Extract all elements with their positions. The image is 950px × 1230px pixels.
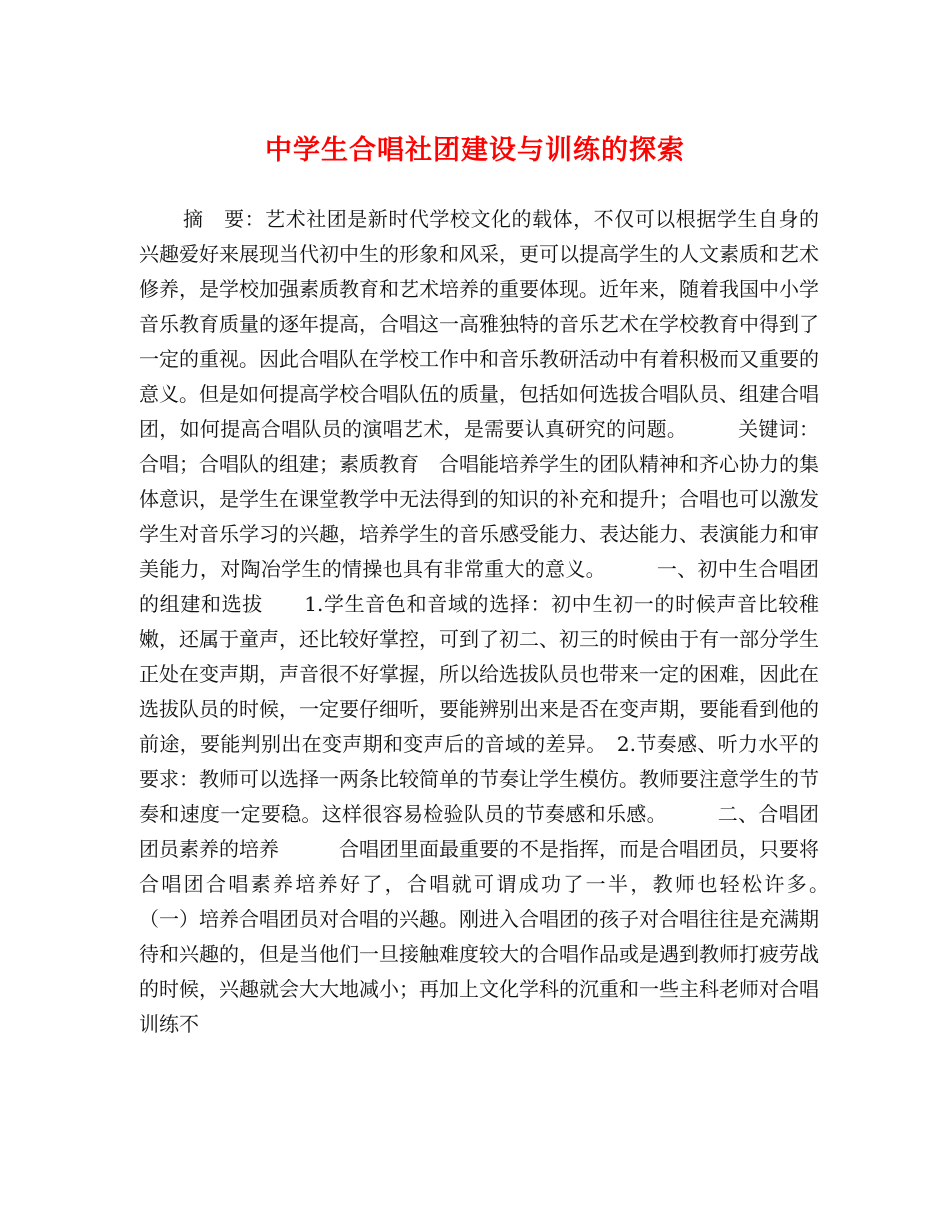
document-body: 摘 要：艺术社团是新时代学校文化的载体，不仅可以根据学生自身的兴趣爱好来展现当代初中生的形象和风采，更可以提高学生的人文素质和艺术修养，是学校加强素质教育和艺术培养的重要体现。近年来，随着我国中小学音乐教育质量的逐年提高，合唱这一高雅独特的音乐艺术在学校教育中得到了一定的重视。因此合唱队在学校工作中和音乐教研活动中有着积极而又重要的意义。但是如何提高学校合唱队伍的质量，包括如何选拔合唱队员、组建合唱团，如何提高合唱队员的演唱艺术，是需要认真研究的问题。 关键词：合唱；合唱队的组建；素质教育 合唱能培养学生的团队精神和齐心协力的集体意识，是学生在课堂教学中无法得到的知识的补充和提升；合唱也可以激发学生对音乐学习的兴趣，培养学生的音乐感受能力、表达能力、表演能力和审美能力，对陶冶学生的情操也具有非常重大的意义。 一、初中生合唱团的组建和选拔 1.学生音色和音域的选择：初中生初一的时候声音比较稚嫩，还属于童声，还比较好掌控，可到了初二、初三的时候由于有一部分学生正处在变声期，声音很不好掌握，所以给选拔队员也带来一定的困难，因此在选拔队员的时候，一定要仔细听，要能辨别出来是否在变声期，要能看到他的前途，要能判别出在变声期和变声后的音域的差异。 2.节奏感、听力水平的要求：教师可以选择一两条比较简单的节奏让学生模仿。教师要注意学生的节奏和速度一定要稳。这样很容易检验队员的节奏感和乐感。 二、合唱团团员素养的培养 合唱团里面最重要的不是指挥，而是合唱团员，只要将合唱团合唱素养培养好了，合唱就可谓成功了一半，教师也轻松许多。 （一）培养合唱团员对合唱的兴趣。刚进入合唱团的孩子对合唱往往是充满期待和兴趣的，但是当他们一旦接触难度较大的合唱作品或是遇到教师打疲劳战的时候，兴趣就会大大地减小；再加上文化学科的沉重和一些主科老师对合唱训练不 [139,207,879,1036]
document-title: 中学生合唱社团建设与训练的探索 [265,135,685,166]
